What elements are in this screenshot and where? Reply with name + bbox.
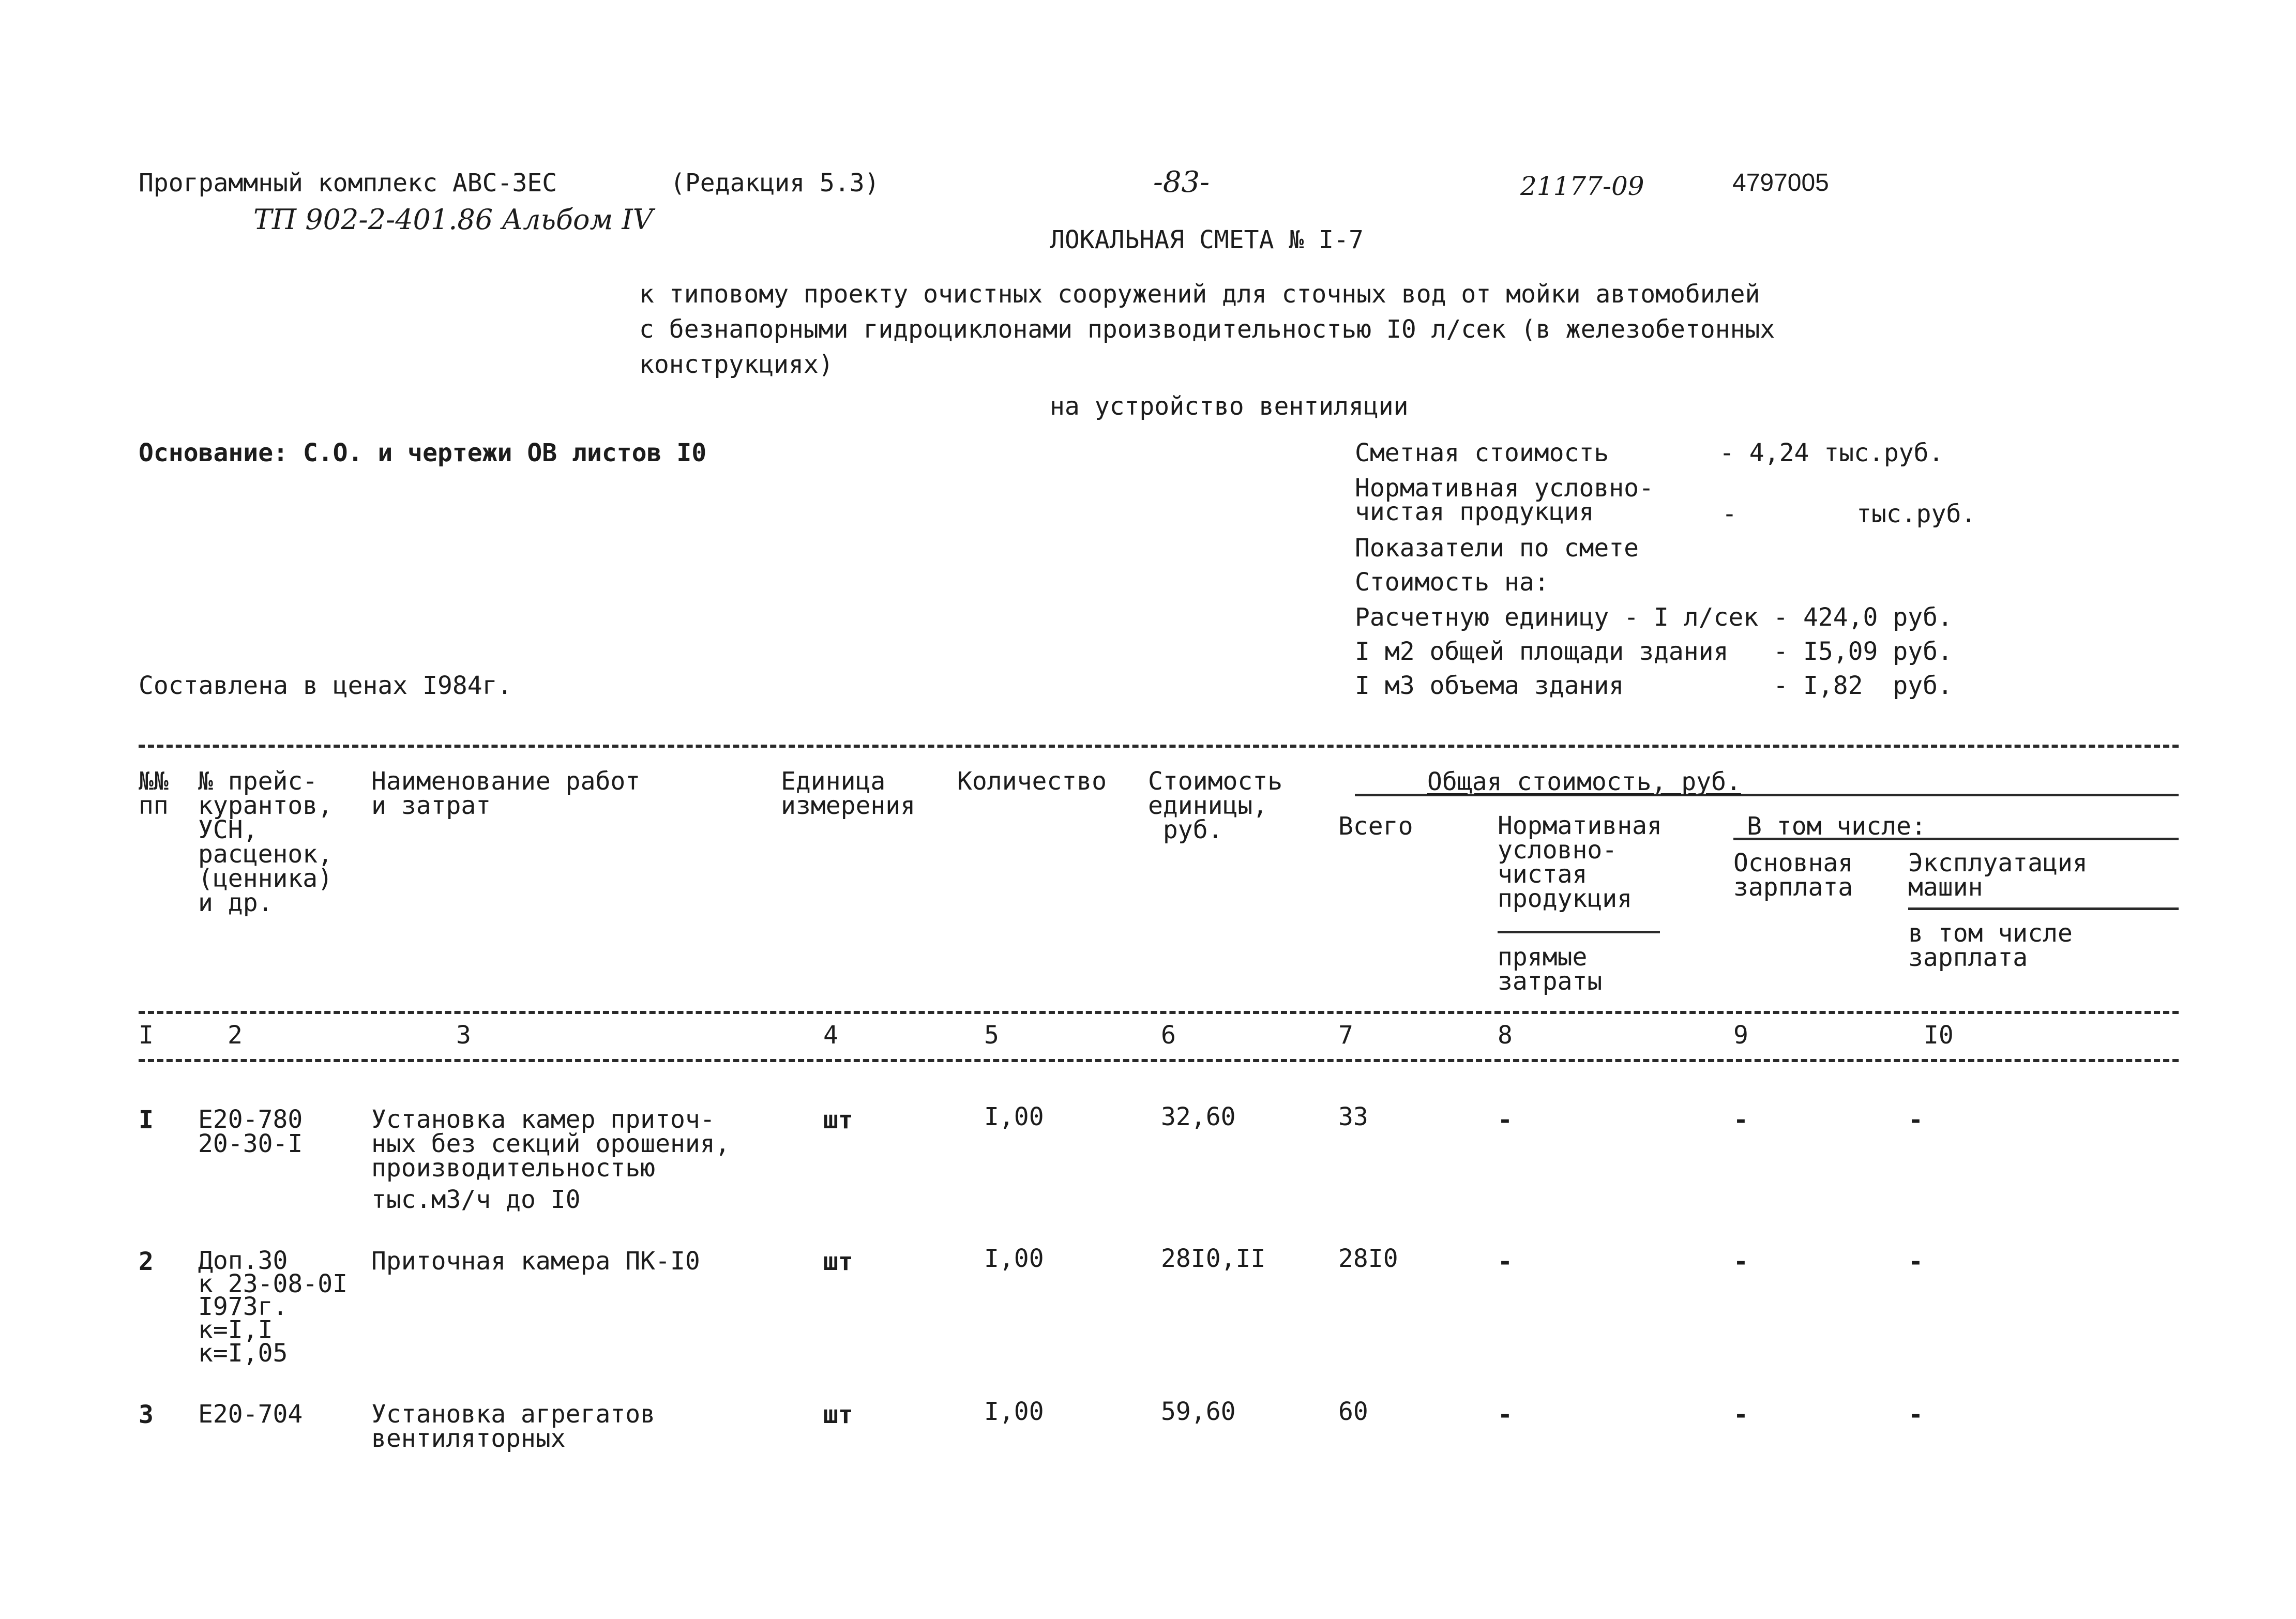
col-header-including: В том числе: bbox=[1747, 812, 1926, 841]
row-price-ref: Доп.30 к 23-08-0I I973г. к=I,I к=I,05 bbox=[198, 1246, 348, 1368]
header-bottom-rule bbox=[139, 1011, 2179, 1014]
row-unit: шт bbox=[823, 1247, 853, 1276]
table-top-rule bbox=[139, 745, 2179, 748]
col-header-number: №№ пп bbox=[139, 767, 169, 821]
row-base-salary: - bbox=[1733, 1106, 1748, 1134]
row-unit-cost: 59,60 bbox=[1161, 1397, 1236, 1426]
row-base-salary: - bbox=[1733, 1247, 1748, 1276]
column-number: 4 bbox=[823, 1021, 838, 1050]
row-normative: - bbox=[1498, 1247, 1513, 1276]
cost-per-area-line: I м2 общей площади здания - I5,09 руб. bbox=[1355, 637, 1953, 666]
document-code: 21177-09 bbox=[1520, 171, 1644, 201]
column-number: 5 bbox=[984, 1021, 999, 1050]
row-quantity: I,00 bbox=[984, 1397, 1044, 1426]
row-machines: - bbox=[1908, 1106, 1923, 1134]
col-header-work-name: Наименование работ и затрат bbox=[371, 767, 641, 821]
col-header-machines-salary: в том числе зарплата bbox=[1908, 919, 2073, 973]
row-number: 2 bbox=[139, 1247, 154, 1276]
column-numbers-rule bbox=[139, 1059, 2179, 1062]
row-total: 33 bbox=[1338, 1102, 1368, 1131]
column-number: 3 bbox=[456, 1021, 471, 1050]
col-header-price-ref: № прейс- курантов, УСН, расценок, (ценника) и др. bbox=[198, 767, 333, 918]
row-unit: шт bbox=[823, 1106, 853, 1134]
basis-line: Основание: С.О. и чертежи ОВ листов I0 bbox=[139, 438, 707, 467]
estimate-subtitle: к типовому проекту очистных сооружений для сточных вод от мойки автомобилей с безнапорными гидроциклонами производительностью I0 л/сек (в железобетонных конструкциях) bbox=[639, 280, 1775, 380]
row-price-ref: Е20-780 20-30-I bbox=[198, 1105, 303, 1159]
col-header-total: Всего bbox=[1338, 812, 1413, 841]
column-number: 6 bbox=[1161, 1021, 1176, 1050]
row-price-ref: Е20-704 bbox=[198, 1400, 303, 1429]
page-title: ЛОКАЛЬНАЯ СМЕТА № I-7 bbox=[1050, 225, 1364, 254]
row-number: I bbox=[139, 1106, 154, 1134]
row-work-name: Приточная камера ПК-I0 bbox=[371, 1247, 700, 1276]
cost-per-volume-line: I м3 объема здания - I,82 руб. bbox=[1355, 671, 1953, 700]
col-header-base-salary: Основная зарплата bbox=[1733, 849, 1853, 902]
row-total: 60 bbox=[1338, 1397, 1368, 1426]
estimate-purpose: на устройство вентиляции bbox=[1050, 392, 1409, 421]
column-number: 8 bbox=[1498, 1021, 1513, 1050]
normative-product-value: - тыс.руб. bbox=[1722, 500, 1976, 528]
indicators-label: Показатели по смете bbox=[1355, 534, 1639, 563]
row-unit-cost: 32,60 bbox=[1161, 1102, 1236, 1131]
page-number: -83- bbox=[1153, 165, 1210, 199]
col-header-total-group: Общая стоимость, руб. bbox=[1427, 767, 1741, 796]
col-header-normative: Нормативная условно- чистая продукция bbox=[1498, 811, 1662, 914]
col-header-quantity: Количество bbox=[957, 767, 1107, 796]
col-header-unit: Единица измерения bbox=[781, 767, 916, 821]
edition-label: (Редакция 5.3) bbox=[670, 169, 880, 198]
row-work-name: Установка агрегатов вентиляторных bbox=[371, 1400, 656, 1454]
cost-on-label: Стоимость на: bbox=[1355, 568, 1549, 597]
column-number: 7 bbox=[1338, 1021, 1353, 1050]
row-quantity: I,00 bbox=[984, 1244, 1044, 1273]
row-work-name-extra: тыс.м3/ч до I0 bbox=[371, 1185, 581, 1214]
column-number: 9 bbox=[1733, 1021, 1748, 1050]
normative-rule bbox=[1498, 931, 1660, 933]
row-unit-cost: 28I0,II bbox=[1161, 1244, 1266, 1273]
handwritten-reference: ТП 902-2-401.86 Альбом IV bbox=[253, 203, 653, 236]
column-number: I bbox=[139, 1021, 154, 1050]
cost-per-unit-line: Расчетную единицу - I л/сек - 424,0 руб. bbox=[1355, 603, 1953, 632]
row-machines: - bbox=[1908, 1400, 1923, 1429]
row-number: 3 bbox=[139, 1400, 154, 1429]
col-header-unit-cost: Стоимость единицы, руб. bbox=[1148, 767, 1283, 845]
row-base-salary: - bbox=[1733, 1400, 1748, 1429]
program-name: Программный комплекс АВС-3ЕС bbox=[139, 169, 557, 198]
row-unit: шт bbox=[823, 1400, 853, 1429]
row-machines: - bbox=[1908, 1247, 1923, 1276]
row-work-name: Установка камер приточ- ных без секций орошения, производительностью bbox=[371, 1105, 730, 1183]
estimated-cost-label: Сметная стоимость bbox=[1355, 438, 1609, 467]
row-quantity: I,00 bbox=[984, 1102, 1044, 1131]
estimated-cost-value: - 4,24 тыс.руб. bbox=[1719, 438, 1944, 467]
compiled-prices-line: Составлена в ценах I984г. bbox=[139, 671, 512, 700]
normative-product-label: Нормативная условно- чистая продукция bbox=[1355, 474, 1654, 526]
row-total: 28I0 bbox=[1338, 1244, 1398, 1273]
document-number: 4797005 bbox=[1732, 169, 1829, 196]
col-header-direct-costs: прямые затраты bbox=[1498, 943, 1603, 996]
column-number: 2 bbox=[228, 1021, 243, 1050]
column-number: I0 bbox=[1924, 1021, 1954, 1050]
machines-rule bbox=[1908, 907, 2179, 910]
row-normative: - bbox=[1498, 1106, 1513, 1134]
row-normative: - bbox=[1498, 1400, 1513, 1429]
col-header-machines: Эксплуатация машин bbox=[1908, 849, 2088, 902]
